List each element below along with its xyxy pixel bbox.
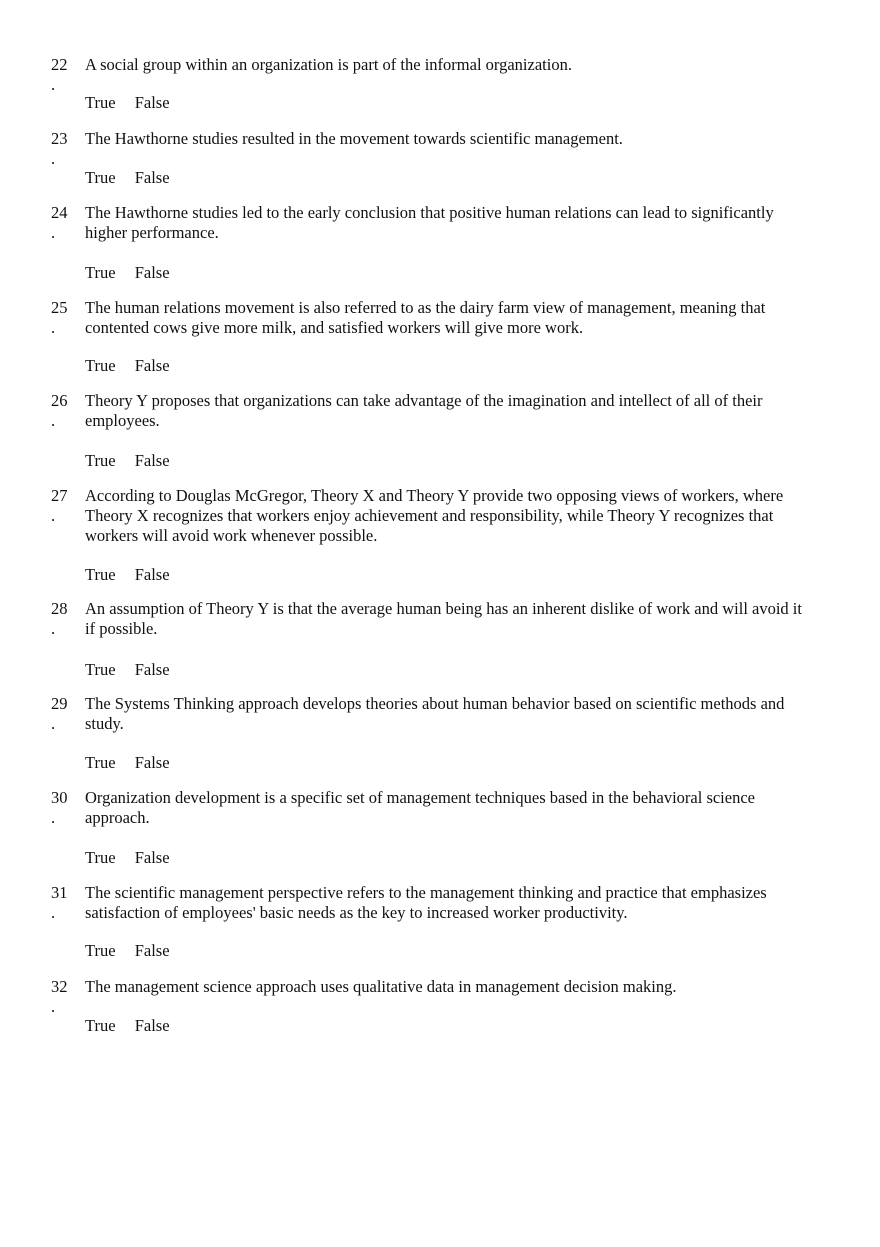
- question-text: The management science approach uses qualitative data in management decision making.: [85, 977, 677, 996]
- question-number-dot: .: [51, 903, 56, 922]
- question-number: [51, 129, 81, 169]
- question-number-value: 30: [51, 788, 68, 807]
- question-number-dot: .: [51, 506, 56, 525]
- true-option[interactable]: True: [85, 753, 116, 772]
- question-number-value: 25: [51, 298, 68, 317]
- question-text: The Systems Thinking approach develops theories about human behavior based on scientific methods and study.: [85, 694, 785, 733]
- question-text: The Hawthorne studies resulted in the movement towards scientific management.: [85, 129, 623, 148]
- answer-options: [85, 356, 185, 376]
- false-option[interactable]: False: [134, 356, 170, 375]
- false-option[interactable]: False: [134, 848, 170, 867]
- question-number: [51, 694, 81, 734]
- answer-options: [85, 93, 185, 113]
- false-option[interactable]: False: [134, 941, 170, 960]
- answer-options: [85, 941, 185, 961]
- question-number-dot: .: [51, 411, 56, 430]
- question-number-value: 28: [51, 599, 68, 618]
- question-number: [51, 203, 81, 243]
- question-text: The human relations movement is also referred to as the dairy farm view of management, meaning that contented cows give more milk, and satisfied workers will give more work.: [85, 298, 766, 337]
- question-number-dot: .: [51, 997, 56, 1016]
- false-option[interactable]: False: [134, 93, 170, 112]
- question-number: [51, 486, 81, 526]
- answer-options: [85, 753, 185, 773]
- true-option[interactable]: True: [85, 356, 116, 375]
- false-option[interactable]: False: [134, 753, 170, 772]
- true-option[interactable]: True: [85, 93, 116, 112]
- false-option[interactable]: False: [134, 263, 170, 282]
- true-option[interactable]: True: [85, 660, 116, 679]
- question-number-dot: .: [51, 619, 56, 638]
- question-number-value: 32: [51, 977, 68, 996]
- question-text: An assumption of Theory Y is that the average human being has an inherent dislike of work and will avoid it if possible.: [85, 599, 802, 638]
- true-option[interactable]: True: [85, 848, 116, 867]
- true-option[interactable]: True: [85, 168, 116, 187]
- question-number-dot: .: [51, 75, 56, 94]
- question-text: Organization development is a specific set of management techniques based in the behavioral science approach.: [85, 788, 755, 827]
- answer-options: [85, 451, 185, 471]
- false-option[interactable]: False: [134, 1016, 170, 1035]
- answer-options: [85, 565, 185, 585]
- true-option[interactable]: True: [85, 941, 116, 960]
- false-option[interactable]: False: [134, 451, 170, 470]
- question-number-value: 26: [51, 391, 68, 410]
- true-option[interactable]: True: [85, 451, 116, 470]
- question-text: Theory Y proposes that organizations can take advantage of the imagination and intellect of all of their employees.: [85, 391, 763, 430]
- question-number-value: 29: [51, 694, 68, 713]
- question-number: [51, 55, 81, 95]
- question-number: [51, 788, 81, 828]
- question-text: A social group within an organization is part of the informal organization.: [85, 55, 572, 74]
- question-number-value: 27: [51, 486, 68, 505]
- question-number-dot: .: [51, 714, 56, 733]
- question-text: The scientific management perspective refers to the management thinking and practice that emphasizes satisfaction of employees' basic needs as the key to increased worker productivity.: [85, 883, 767, 922]
- question-number-value: 22: [51, 55, 68, 74]
- question-number: [51, 298, 81, 338]
- question-number: [51, 977, 81, 1017]
- false-option[interactable]: False: [134, 660, 170, 679]
- true-option[interactable]: True: [85, 565, 116, 584]
- question-number-value: 23: [51, 129, 68, 148]
- question-text: According to Douglas McGregor, Theory X and Theory Y provide two opposing views of workers, where Theory X recognizes that workers enjoy achievement and responsibility, while Theory Y recognizes that workers will avoid work whenever possible.: [85, 486, 784, 545]
- question-number-value: 24: [51, 203, 68, 222]
- answer-options: [85, 263, 185, 283]
- question-number: [51, 599, 81, 639]
- answer-options: [85, 168, 185, 188]
- answer-options: [85, 1016, 185, 1036]
- question-number: [51, 391, 81, 431]
- question-number-value: 31: [51, 883, 68, 902]
- answer-options: [85, 848, 185, 868]
- false-option[interactable]: False: [134, 565, 170, 584]
- false-option[interactable]: False: [134, 168, 170, 187]
- answer-options: [85, 660, 185, 680]
- true-option[interactable]: True: [85, 263, 116, 282]
- question-number-dot: .: [51, 318, 56, 337]
- question-text: The Hawthorne studies led to the early conclusion that positive human relations can lead to significantly higher performance.: [85, 203, 774, 242]
- question-number-dot: .: [51, 808, 56, 827]
- question-number-dot: .: [51, 149, 56, 168]
- question-number: [51, 883, 81, 923]
- true-option[interactable]: True: [85, 1016, 116, 1035]
- question-number-dot: .: [51, 223, 56, 242]
